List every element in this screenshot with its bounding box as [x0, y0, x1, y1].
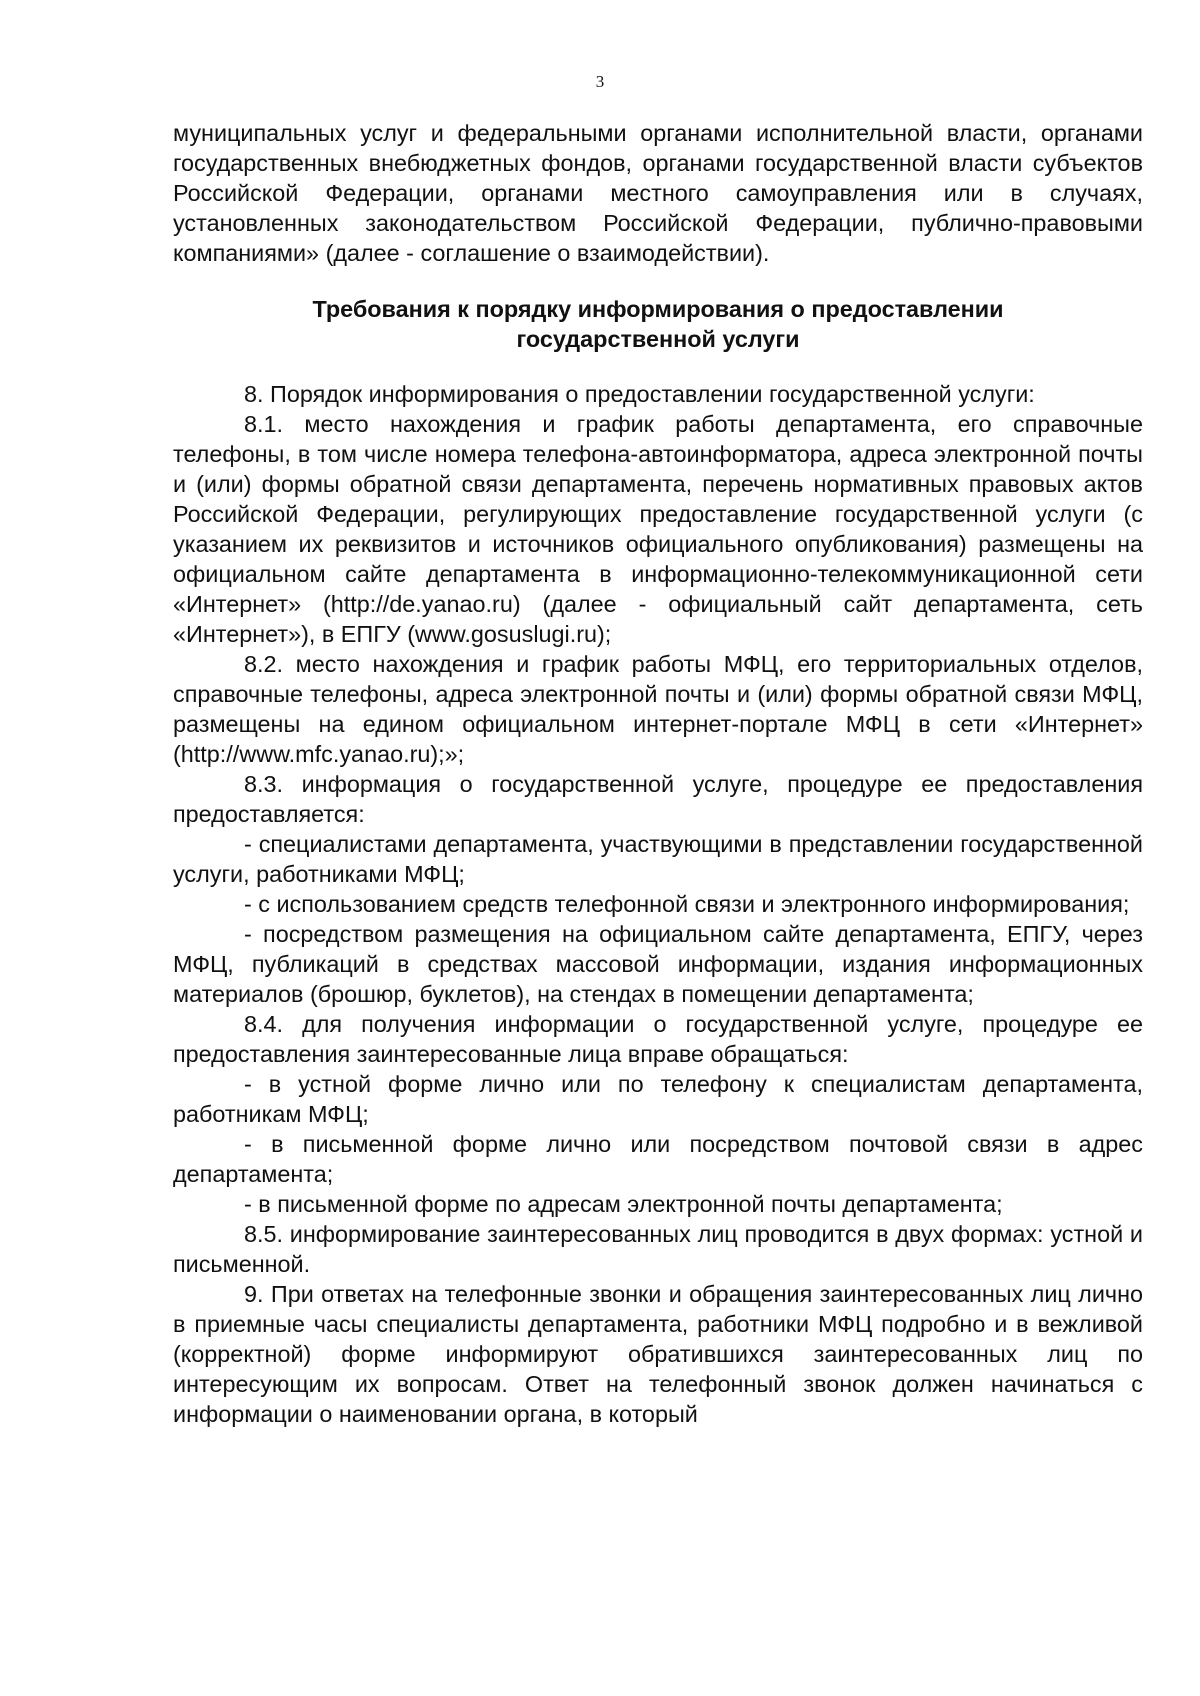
paragraph-8-2: 8.2. место нахождения и график работы МФЦ, его территориальных отделов, справочные телефоны, адреса электронной почты и (или) формы обратной связи МФЦ, размещены на едином официальном интернет-портале МФЦ в сети «Интернет» (http://www.mfc.yanao.ru);»;: [173, 651, 1143, 767]
list-item-publication: - посредством размещения на официальном сайте департамента, ЕПГУ, через МФЦ, публикаций в средствах массовой информации, издания информационных материалов (брошюр, буклетов), на стендах в помещении департамента;: [173, 921, 1143, 1007]
paragraph-8-3: 8.3. информация о государственной услуге, процедуре ее предоставления предоставляется:: [173, 771, 1143, 827]
paragraph-8-5: 8.5. информирование заинтересованных лиц проводится в двух формах: устной и письменной.: [173, 1221, 1143, 1277]
list-item-telephone: - с использованием средств телефонной связи и электронного информирования;: [244, 891, 1130, 917]
list-item-specialists: - специалистами департамента, участвующими в представлении государственной услуги, работниками МФЦ;: [173, 831, 1143, 887]
paragraph-8: 8. Порядок информирования о предоставлении государственной услуги:: [244, 381, 1035, 407]
list-item-oral-form: - в устной форме лично или по телефону к специалистам департамента, работникам МФЦ;: [173, 1071, 1143, 1127]
section-heading: [173, 294, 1143, 354]
paragraph-8-4: 8.4. для получения информации о государственной услуге, процедуре ее предоставления заинтересованные лица вправе обращаться:: [173, 1011, 1143, 1067]
paragraph-8-1: 8.1. место нахождения и график работы департамента, его справочные телефоны, в том числе номера телефона-автоинформатора, адреса электронной почты и (или) формы обратной связи департамента, перечень нормативных правовых актов Российской Федерации, регулирующих предоставление государственной услуги (с указанием их реквизитов и источников официального опубликования) размещены на официальном сайте департамента в информационно-телекоммуникационной сети «Интернет» (http://de.yanao.ru) (далее - официальный сайт департамента, сеть «Интернет»), в ЕПГУ (www.gosuslugi.ru);: [173, 411, 1143, 647]
list-item-written-form-mail: - в письменной форме лично или посредством почтовой связи в адрес департамента;: [173, 1131, 1143, 1187]
section-heading-line-2: государственной услуги: [516, 326, 800, 352]
intro-paragraph: муниципальных услуг и федеральными органами исполнительной власти, органами государственных внебюджетных фондов, органами государственной власти субъектов Российской Федерации, органами местного самоуправления или в случаях, установленных законодательством Российской Федерации, публично-правовыми компаниями» (далее - соглашение о взаимодействии).: [173, 120, 1143, 266]
page-number: 3: [595, 72, 605, 91]
document-body: [173, 118, 1143, 1429]
section-heading-line-1: Требования к порядку информирования о предоставлении: [312, 296, 1004, 322]
list-item-written-form-email: - в письменной форме по адресам электронной почты департамента;: [244, 1191, 1003, 1217]
paragraph-9: 9. При ответах на телефонные звонки и обращения заинтересованных лиц лично в приемные часы специалисты департамента, работники МФЦ подробно и в вежливой (корректной) форме информируют обратившихся заинтересованных лиц по интересующим их вопросам. Ответ на телефонный звонок должен начинаться с информации о наименовании органа, в который: [173, 1281, 1143, 1427]
